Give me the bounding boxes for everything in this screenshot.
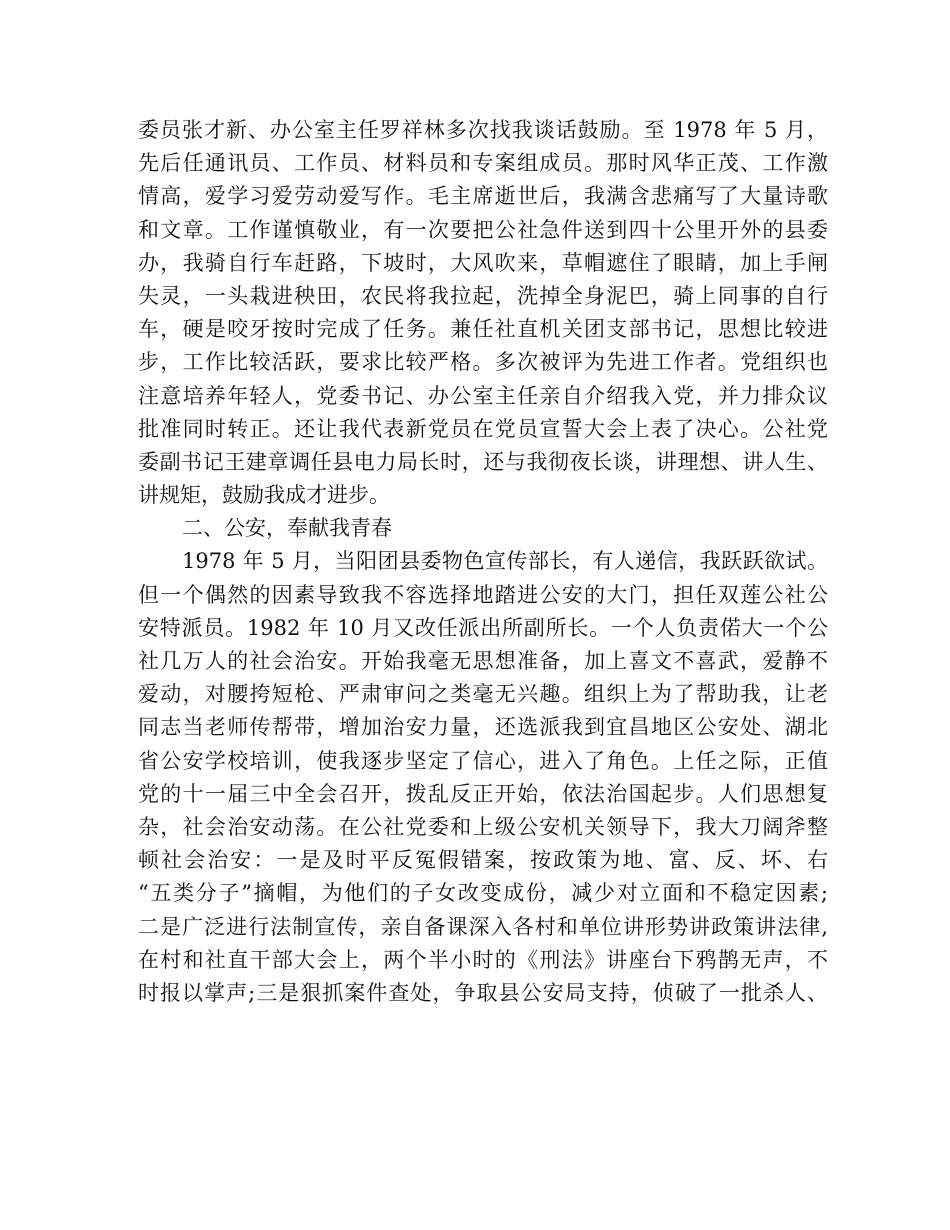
- paragraph-2: [138, 545, 828, 1010]
- text-line: 顿社会治安：一是及时平反冤假错案，按政策为地、富、反、坏、右: [138, 848, 828, 873]
- text-line: 和文章。工作谨慎敬业，有一次要把公社急件送到四十公里开外的县委: [138, 217, 828, 242]
- text-line: 车，硬是咬牙按时完成了任务。兼任社直机关团支部书记，思想比较进: [138, 317, 828, 342]
- text-line: 情高，爱学习爱劳动爱写作。毛主席逝世后，我满含悲痛写了大量诗歌: [138, 184, 828, 209]
- text-line: 省公安学校培训，使我逐步坚定了信心，进入了角色。上任之际，正值: [138, 748, 828, 773]
- text-line: 先后任通讯员、工作员、材料员和专案组成员。那时风华正茂、工作激: [138, 151, 828, 176]
- document-body: [138, 114, 828, 1010]
- text-line: 步，工作比较活跃，要求比较严格。多次被评为先进工作者。党组织也: [138, 350, 828, 375]
- text-line: 委副书记王建章调任县电力局长时，还与我彻夜长谈，讲理想、讲人生、: [138, 449, 828, 474]
- text-line: 同志当老师传帮带，增加治安力量，还选派我到宜昌地区公安处、湖北: [138, 715, 828, 740]
- text-line: 杂，社会治安动荡。在公社党委和上级公安机关领导下，我大刀阔斧整: [138, 814, 828, 839]
- text-line: 1978 年 5 月，当阳团县委物色宣传部长，有人递信，我跃跃欲试。: [182, 549, 828, 574]
- text-line: 社几万人的社会治安。开始我毫无思想准备，加上喜文不喜武，爱静不: [138, 649, 828, 673]
- text-line: 批准同时转正。还让我代表新党员在党员宣誓大会上表了决心。公社党: [138, 416, 828, 441]
- text-line: 二是广泛进行法制宣传，亲自备课深入各村和单位讲形势讲政策讲法律,: [138, 914, 828, 939]
- text-line: 办，我骑自行车赶路，下坡时，大风吹来，草帽遮住了眼睛，加上手闸: [138, 250, 828, 275]
- text-line: 党的十一届三中全会召开，拨乱反正开始，依法治国起步。人们思想复: [138, 781, 828, 806]
- text-line: 安特派员。1982 年 10 月又改任派出所副所长。一个人负责偌大一个公: [138, 615, 828, 640]
- text-line: 在村和社直干部大会上，两个半小时的《刑法》讲座台下鸦鹊无声，不: [138, 947, 828, 972]
- text-line: 失灵，一头栽进秧田，农民将我拉起，洗掉全身泥巴，骑上同事的自行: [138, 283, 828, 308]
- text-line: 委员张才新、办公室主任罗祥林多次找我谈话鼓励。至 1978 年 5 月，: [138, 118, 828, 142]
- section-heading: 二、公安，奉献我青春: [182, 516, 392, 541]
- text-line: 时报以掌声;三是狠抓案件查处，争取县公安局支持，侦破了一批杀人、: [138, 980, 828, 1005]
- text-line: 讲规矩，鼓励我成才进步。: [138, 483, 390, 508]
- paragraph-1: [138, 114, 828, 512]
- text-line: 注意培养年轻人，党委书记、办公室主任亲自介绍我入党，并力排众议: [138, 383, 828, 408]
- text-line: 爱动，对腰挎短枪、严肃审问之类毫无兴趣。组织上为了帮助我，让老: [138, 682, 828, 707]
- text-line: 但一个偶然的因素导致我不容选择地踏进公安的大门，担任双莲公社公: [138, 582, 828, 607]
- text-line: “五类分子”摘帽，为他们的子女改变成份，减少对立面和不稳定因素;: [138, 881, 828, 906]
